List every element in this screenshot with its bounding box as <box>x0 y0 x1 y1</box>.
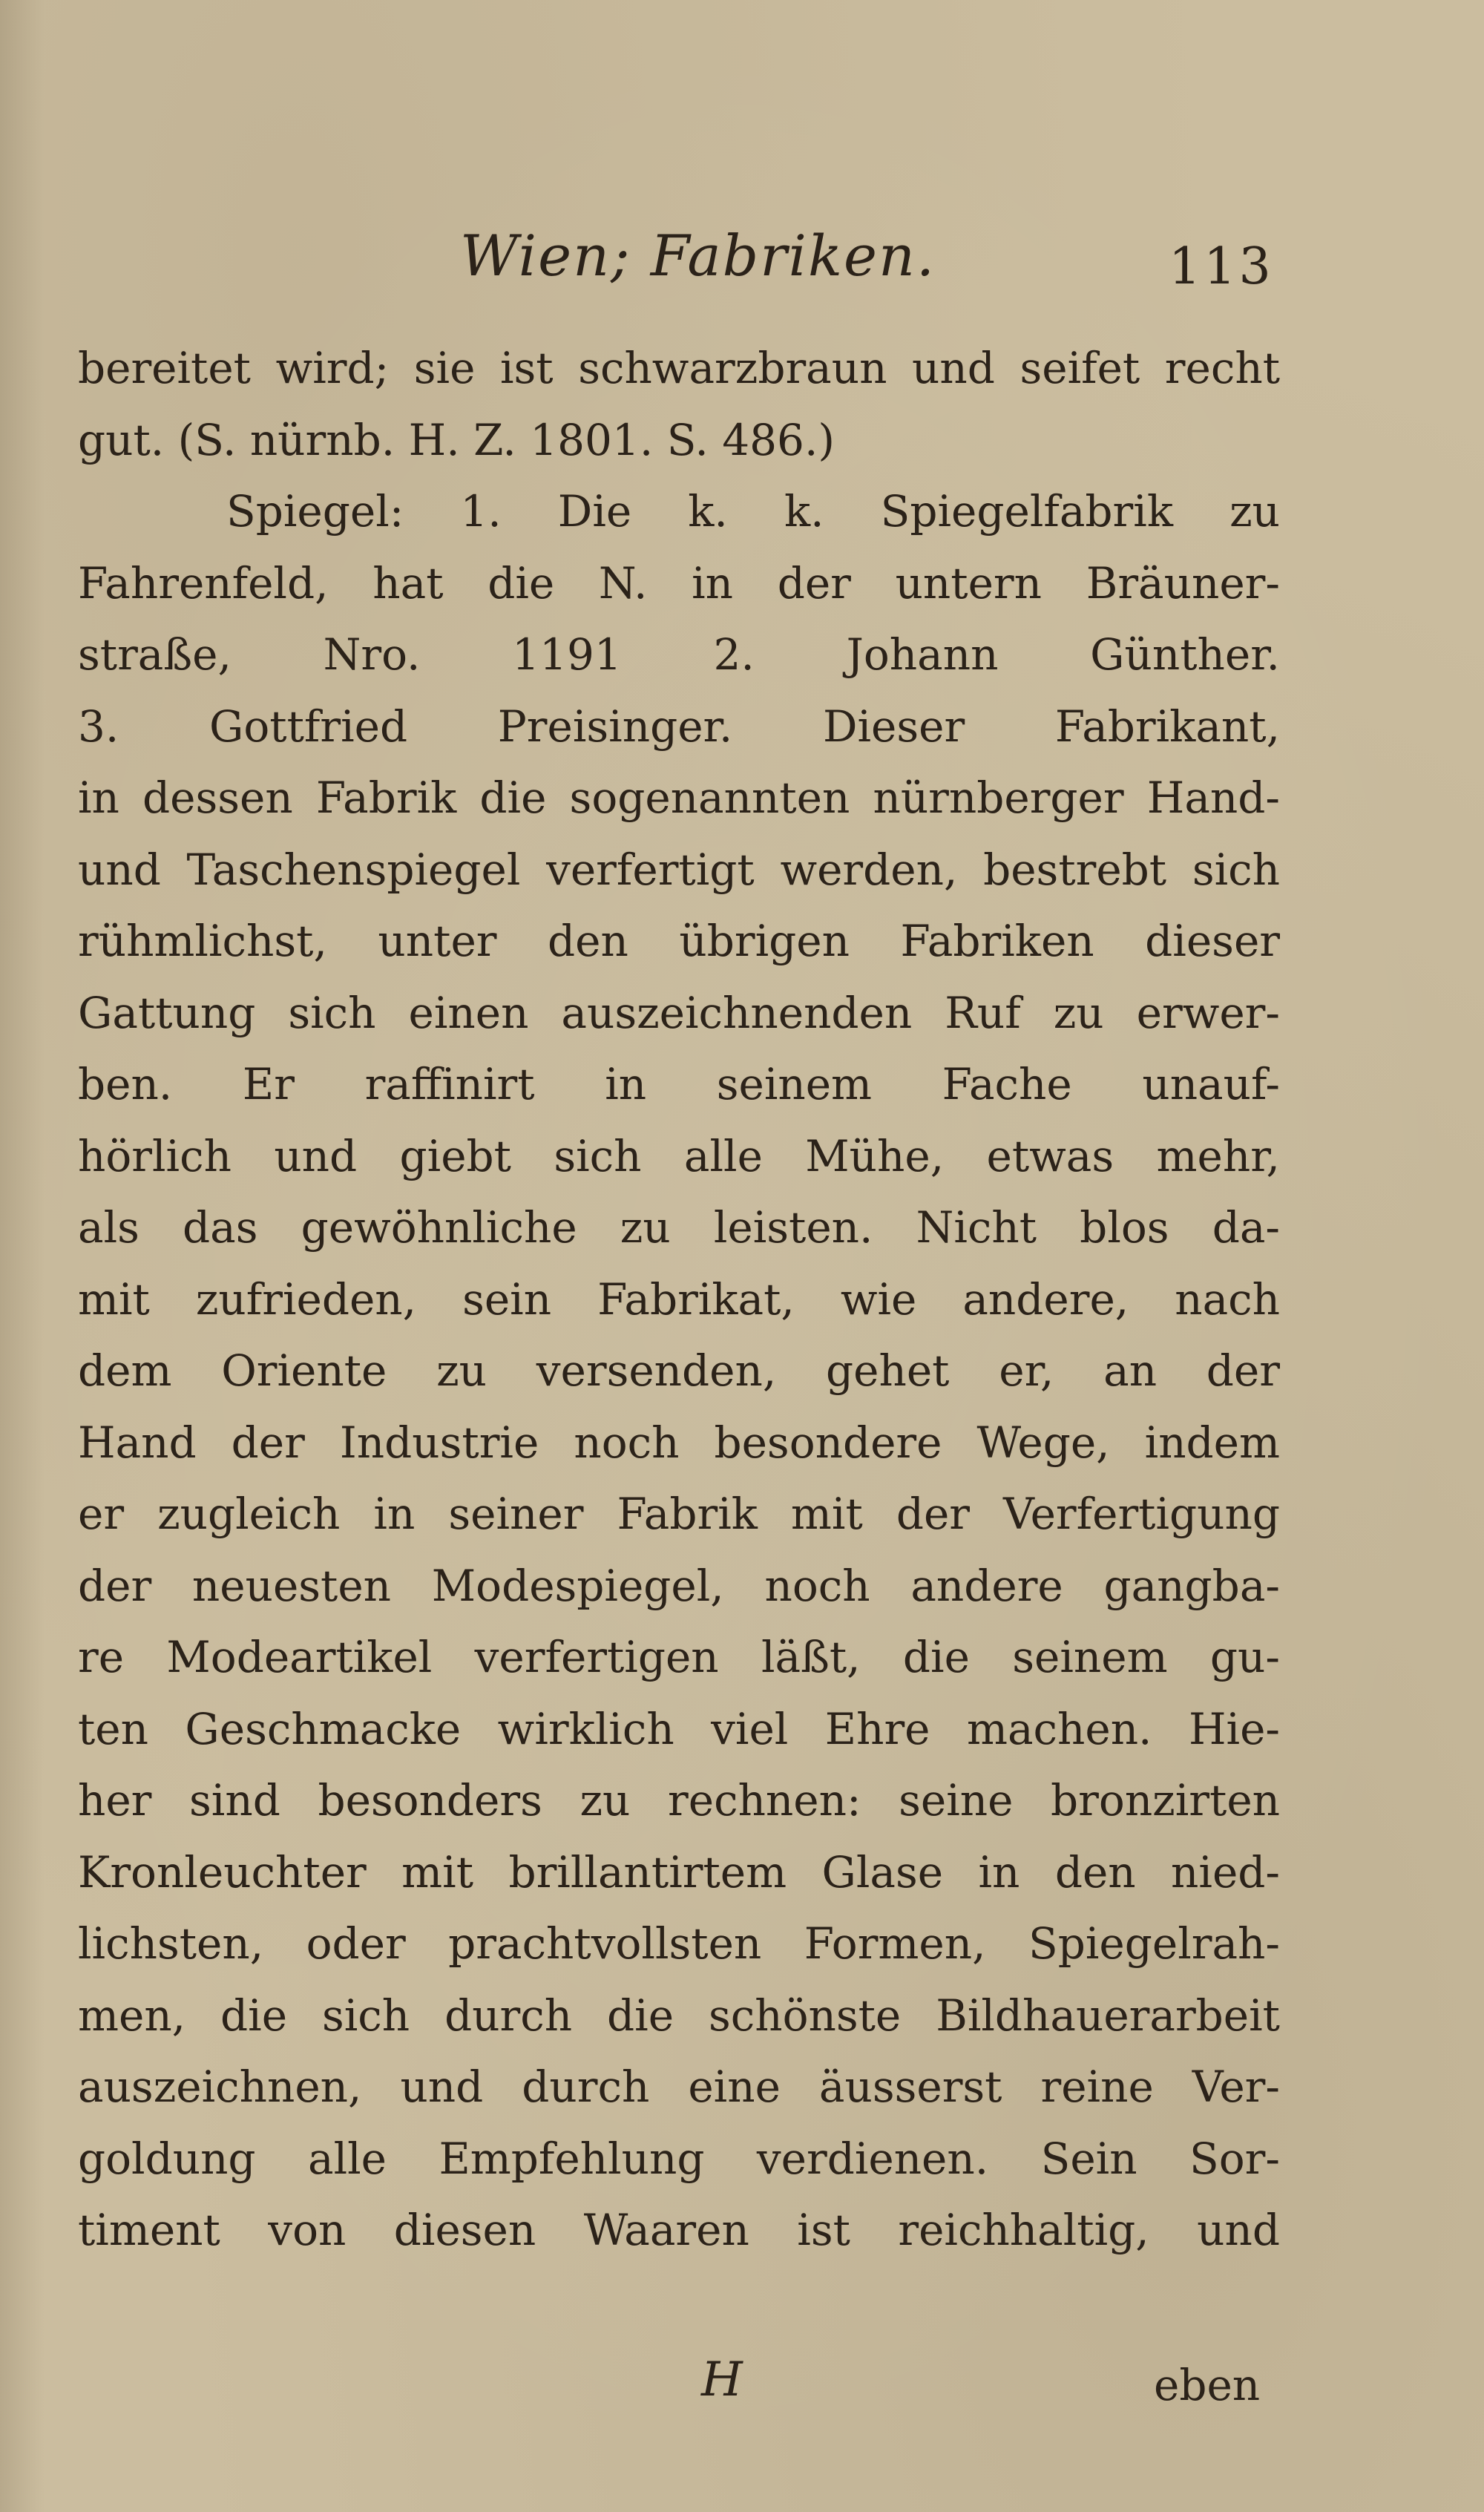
running-head <box>0 223 1484 312</box>
text-line: timent von diesen Waaren ist reichhaltig, und <box>78 2205 1280 2255</box>
text-line: men, die sich durch die schönste Bildhauerarbeit <box>78 1990 1280 2041</box>
text-line: ben. Er raffinirt in seinem Fache unauf- <box>78 1059 1280 1109</box>
text-line: in dessen Fabrik die sogenannten nürnberger Hand- <box>78 773 1280 823</box>
text-line: goldung alle Empfehlung verdienen. Sein Sor- <box>78 2133 1280 2184</box>
text-line: mit zufrieden, sein Fabrikat, wie andere, nach <box>78 1273 1280 1325</box>
catchword: eben <box>1154 2360 1261 2410</box>
page-edge-shadow <box>0 0 45 2512</box>
text-line: lichsten, oder prachtvollsten Formen, Spiegelrah- <box>78 1918 1280 1969</box>
page-footer <box>0 2352 1484 2442</box>
text-line: re Modeartikel verfertigen läßt, die seinem gu- <box>78 1632 1280 1682</box>
text-line: straße, Nro. 1191 2. Johann Günther. <box>78 629 1280 680</box>
text-line: rühmlichst, unter den übrigen Fabriken dieser <box>78 916 1280 966</box>
text-line: gut. (S. nürnb. H. Z. 1801. S. 486.) <box>78 414 835 465</box>
text-line: dem Oriente zu versenden, gehet er, an der <box>78 1345 1280 1396</box>
text-line: Gattung sich einen auszeichnenden Ruf zu erwer- <box>78 987 1280 1038</box>
text-line: hörlich und giebt sich alle Mühe, etwas mehr, <box>78 1130 1280 1181</box>
running-head-title: Wien; Fabriken. <box>460 223 936 289</box>
text-line: her sind besonders zu rechnen: seine bronzirten <box>78 1775 1280 1826</box>
page-number: 113 <box>1169 237 1274 296</box>
text-line: bereitet wird; sie ist schwarzbraun und seifet recht <box>78 343 1280 393</box>
text-line: und Taschenspiegel verfertigt werden, bestrebt sich <box>78 844 1280 895</box>
text-line: der neuesten Modespiegel, noch andere gangba- <box>78 1560 1280 1611</box>
signature-mark: H <box>701 2352 743 2407</box>
text-line: er zugleich in seiner Fabrik mit der Verfertigung <box>78 1489 1280 1539</box>
text-line: Kronleuchter mit brillantirtem Glase in den nied- <box>78 1846 1280 1898</box>
text-line: als das gewöhnliche zu leisten. Nicht blos da- <box>78 1202 1280 1253</box>
text-line: Fahrenfeld, hat die N. in der untern Bräuner- <box>78 557 1280 609</box>
body-text <box>78 332 1280 2266</box>
text-line: Spiegel: 1. Die k. k. Spiegelfabrik zu <box>226 486 1280 537</box>
text-line: ten Geschmacke wirklich viel Ehre machen. Hie- <box>78 1703 1280 1754</box>
text-line: 3. Gottfried Preisinger. Dieser Fabrikant, <box>78 701 1280 752</box>
text-line: auszeichnen, und durch eine äusserst reine Ver- <box>78 2062 1280 2112</box>
text-line: Hand der Industrie noch besondere Wege, indem <box>78 1417 1280 1468</box>
